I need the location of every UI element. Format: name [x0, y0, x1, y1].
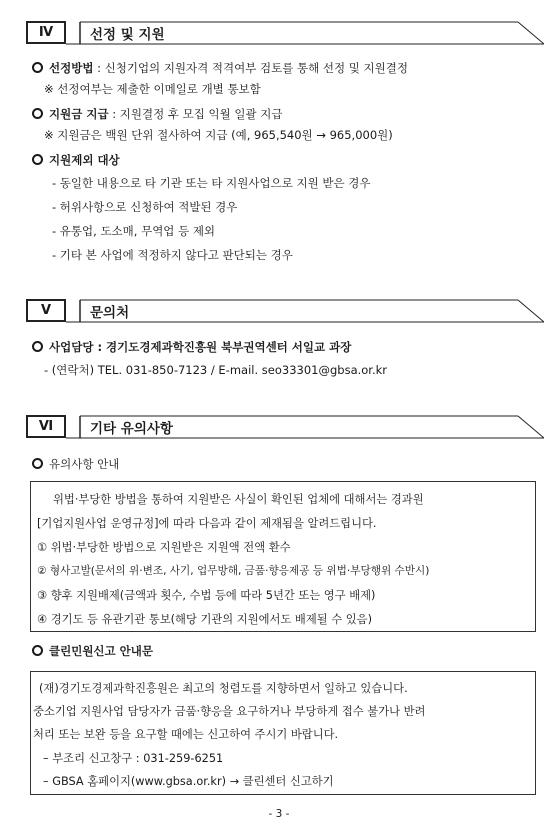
circle-bullet-icon: [32, 341, 43, 352]
page-number: - 3 -: [268, 808, 290, 820]
section-number: Ⅴ: [26, 299, 66, 322]
notice-line: 위법·부당한 방법을 통하여 지원받은 사실이 확인된 업체에 대해서는 경과원: [53, 493, 424, 506]
section-header-6: [26, 414, 544, 442]
section-header-5: [26, 298, 544, 326]
circle-bullet-icon: [32, 108, 43, 119]
exclusion-heading: 지원제외 대상: [32, 153, 120, 167]
exclusion-item: - 유통업, 도소매, 무역업 등 제외: [52, 224, 216, 238]
circle-bullet-icon: [32, 62, 43, 73]
section-title: 기타 유의사항: [90, 421, 173, 437]
section-number: Ⅵ: [26, 415, 66, 438]
sanction-notice-box: [30, 481, 536, 632]
selection-note: ※ 선정여부는 제출한 이메일로 개별 통보함: [44, 82, 261, 96]
exclusion-item: - 허위사항으로 신청하여 적발된 경우: [52, 200, 238, 214]
circle-bullet-icon: [32, 458, 43, 469]
clean-line: 중소기업 지원사업 담당자가 금품·향응을 요구하거나 부당하게 접수 불가나 반려: [33, 705, 426, 718]
payment-method: 지원금 지급 : 지원결정 후 모집 익월 일괄 지급: [32, 107, 282, 121]
section-title: 문의처: [90, 305, 130, 321]
notice-heading: 유의사항 안내: [32, 457, 119, 471]
notice-line: ③ 향후 지원배제(금액과 횟수, 수법 등에 따라 5년간 또는 영구 배제): [37, 589, 376, 602]
clean-line: (재)경기도경제과학진흥원은 최고의 청렴도를 지향하면서 일하고 있습니다.: [39, 682, 408, 695]
contact-detail: - (연락처) TEL. 031-850-7123 / E-mail. seo33301@gbsa.or.kr: [44, 363, 388, 377]
notice-line: ④ 경기도 등 유관기관 통보(해당 기관의 지원에서도 배제될 수 있음): [37, 613, 372, 626]
selection-method: 선정방법 : 신청기업의 지원자격 적격여부 검토를 통해 선정 및 지원결정: [32, 61, 408, 75]
exclusion-item: - 기타 본 사업에 적정하지 않다고 판단되는 경우: [52, 248, 293, 262]
section-header-4: [26, 20, 544, 48]
circle-bullet-icon: [32, 645, 43, 656]
contact-person: 사업담당 : 경기도경제과학진흥원 북부권역센터 서일교 과장: [32, 340, 351, 354]
section-number: Ⅳ: [26, 21, 66, 44]
clean-line: – GBSA 홈페이지(www.gbsa.or.kr) → 클린센터 신고하기: [43, 775, 334, 788]
payment-note: ※ 지원금은 백원 단위 절사하여 지급 (예, 965,540원 → 965,000원): [44, 128, 393, 142]
clean-report-box: [30, 671, 536, 795]
exclusion-item: - 동일한 내용으로 타 기관 또는 타 지원사업으로 지원 받은 경우: [52, 176, 371, 190]
circle-bullet-icon: [32, 154, 43, 165]
section-title: 선정 및 지원: [90, 27, 165, 43]
notice-line: [기업지원사업 운영규정]에 따라 다음과 같이 제재됨을 알려드립니다.: [37, 517, 377, 530]
notice-line: ② 형사고발(문서의 위·변조, 사기, 업무방해, 금품·향응제공 등 위법·부당행위 수반시): [37, 565, 430, 577]
clean-line: – 부조리 신고창구 : 031-259-6251: [43, 752, 224, 765]
clean-line: 처리 또는 보완 등을 요구할 때에는 신고하여 주시기 바랍니다.: [33, 728, 339, 741]
notice-line: ① 위법·부당한 방법으로 지원받은 지원액 전액 환수: [37, 541, 291, 554]
clean-report-heading: 클린민원신고 안내문: [32, 644, 153, 658]
